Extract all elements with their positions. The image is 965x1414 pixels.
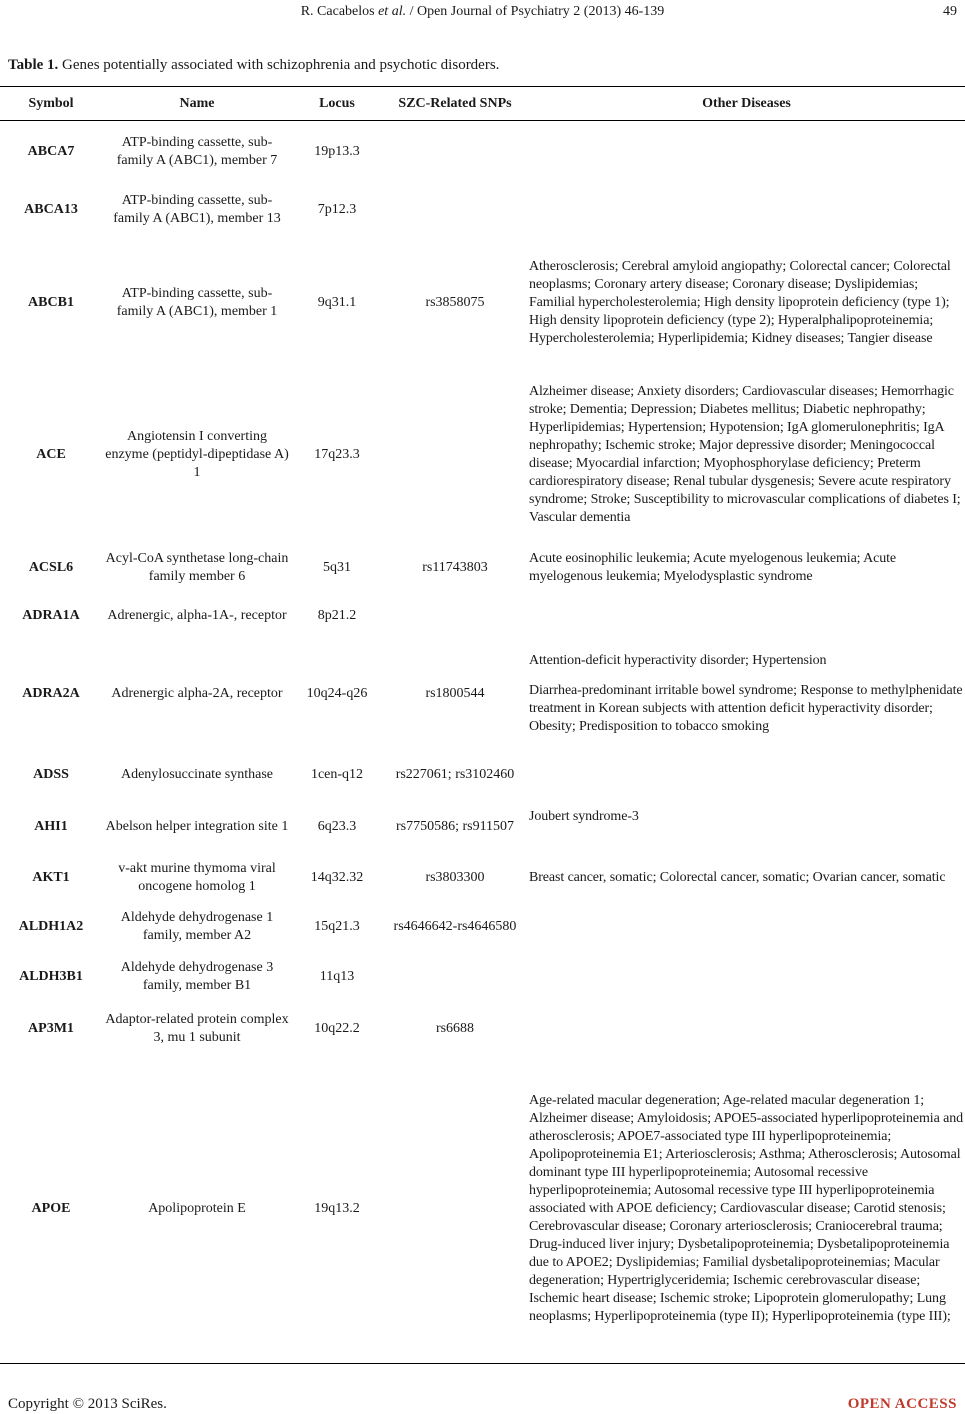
running-header: [0, 0, 965, 22]
header-etal: et al.: [378, 4, 407, 19]
cell-snps: [382, 1056, 528, 1364]
cell-other-diseases: [528, 594, 965, 638]
cell-other-diseases: Breast cancer, somatic; Colorectal cancer, somatic; Ovarian cancer, somatic: [529, 869, 946, 885]
cell-name: Adrenergic, alpha-1A-, receptor: [107, 607, 287, 623]
col-header-symbol: Symbol: [0, 87, 102, 121]
cell-symbol: ACE: [36, 446, 66, 462]
cell-other-diseases: [528, 121, 965, 183]
cell-snps: rs4646642-rs4646580: [393, 918, 517, 934]
cell-other-diseases: Atherosclerosis; Cerebral amyloid angiopathy; Colorectal cancer; Colorectal neoplasms; Coronary artery disease; Coronary disease; Dyslipidemias; Familial hypercholesterolemia; High density lipoprotein deficiency (type 1); High density lipoprotein deficiency (type 2); Hyperalphalipoproteinemia; Hypercholesterolemia; Hyperlipidemia; Kidney diseases; Tangier disease: [529, 258, 951, 346]
cell-locus: 19q13.2: [292, 1056, 382, 1364]
cell-symbol: ADSS: [33, 766, 69, 782]
cell-locus: 10q24-q26: [306, 685, 368, 701]
cell-locus: 9q31.1: [317, 294, 357, 310]
cell-symbol: ABCA13: [24, 202, 78, 217]
cell-other-diseases: [528, 638, 965, 750]
table-row: [0, 902, 965, 952]
cell-snps: [382, 183, 528, 238]
cell-name: Adrenergic alpha-2A, receptor: [111, 685, 283, 701]
running-title: [0, 4, 965, 20]
cell-name: v-akt murine thymoma viral oncogene homolog 1: [118, 860, 276, 894]
cell-other-diseases: [528, 183, 965, 238]
table-row: [0, 1056, 965, 1364]
cell-snps: rs6688: [435, 1020, 475, 1036]
cell-name: ATP-binding cassette, sub-family A (ABC1), member 7: [116, 134, 278, 168]
cell-snps: rs227061; rs3102460: [395, 766, 515, 782]
cell-name: Angiotensin I converting enzyme (peptidyl-dipeptidase A) 1: [105, 428, 289, 480]
table-row: [0, 542, 965, 594]
table-row: [0, 368, 965, 542]
cell-symbol: ADRA1A: [22, 607, 80, 623]
cell-snps: rs3803300: [425, 869, 485, 885]
col-header-snps: SZC-Related SNPs: [382, 87, 528, 121]
cell-symbol: AHI1: [34, 818, 68, 834]
cell-symbol: AP3M1: [28, 1020, 74, 1036]
cell-symbol: ACSL6: [28, 559, 74, 575]
cell-name: Abelson helper integration site 1: [105, 818, 289, 834]
table-row: [0, 638, 965, 750]
table-row: [0, 121, 965, 183]
cell-locus: 19p13.3: [314, 143, 360, 159]
cell-name: Aldehyde dehydrogenase 3 family, member B1: [120, 959, 274, 993]
cell-snps: rs3858075: [425, 294, 485, 310]
cell-snps: rs1800544: [425, 685, 485, 701]
cell-snps: [382, 121, 528, 183]
cell-locus: 11q13: [319, 968, 355, 984]
cell-name: Aldehyde dehydrogenase 1 family, member A2: [120, 909, 274, 943]
cell-other-diseases: [528, 902, 965, 952]
cell-symbol: ABCA7: [27, 143, 75, 159]
cell-other-diseases: [528, 1002, 965, 1056]
table-row: [0, 952, 965, 1002]
caption-label: Table 1.: [8, 57, 59, 73]
col-header-locus: Locus: [292, 87, 382, 121]
table-row: [0, 1002, 965, 1056]
cell-locus: 15q21.3: [314, 918, 360, 934]
other-diseases-line-b: Diarrhea-predominant irritable bowel syndrome; Response to methylphenidate treatment in Korean subjects with attention deficit hyperactivity disorder; Obesity; Predisposition to tobacco smoking: [529, 682, 963, 734]
cell-other-diseases: [528, 952, 965, 1002]
cell-snps: [382, 952, 528, 1002]
page-number: 49: [943, 4, 957, 19]
caption-text: Genes potentially associated with schizophrenia and psychotic disorders.: [58, 57, 500, 73]
cell-symbol: ALDH1A2: [18, 918, 84, 934]
cell-locus: 17q23.3: [314, 446, 360, 462]
cell-symbol: APOE: [0, 1056, 102, 1364]
cell-symbol: ADRA2A: [22, 685, 80, 701]
cell-snps: [382, 368, 528, 542]
table-row: [0, 594, 965, 638]
cell-other-diseases: [528, 750, 965, 800]
cell-name: ATP-binding cassette, sub-family A (ABC1), member 13: [113, 193, 281, 226]
other-diseases-line-a: Attention-deficit hyperactivity disorder; Hypertension: [529, 652, 827, 668]
cell-symbol: AKT1: [32, 869, 70, 885]
cell-name: Apolipoprotein E: [102, 1056, 292, 1364]
table-row: [0, 854, 965, 902]
header-journal: / Open Journal of Psychiatry 2 (2013) 46-139: [406, 4, 665, 19]
cell-name: Adenylosuccinate synthase: [120, 766, 273, 782]
cell-locus: 7p12.3: [317, 202, 357, 217]
cell-name: Adaptor-related protein complex 3, mu 1 subunit: [105, 1011, 289, 1045]
cell-snps: [382, 594, 528, 638]
open-access-label: OPEN ACCESS: [847, 1396, 957, 1412]
cell-name: ATP-binding cassette, sub-family A (ABC1), member 1: [116, 285, 278, 319]
copyright-notice: Copyright © 2013 SciRes.: [8, 1396, 167, 1412]
genes-table: [0, 86, 965, 1364]
cell-name: Acyl-CoA synthetase long-chain family member 6: [105, 550, 289, 584]
table-row: [0, 750, 965, 800]
cell-other-diseases: Alzheimer disease; Anxiety disorders; Cardiovascular diseases; Hemorrhagic stroke; Dementia; Depression; Diabetes mellitus; Diabetic nephropathy; Hyperlipidemias; Hypertension; Hypotension; IgA glomerulonephritis; IgA nephropathy; Ischemic stroke; Major depressive disorder; Meningococcal disease; Myocardial infarction; Myophosphorylase deficiency; Preterm cardiorespiratory disease; Renal tubular dysgenesis; Severe acute respiratory syndrome; Stroke; Susceptibility to microvascular complications of diabetes I; Vascular dementia: [529, 383, 961, 525]
cell-other-diseases: Acute eosinophilic leukemia; Acute myelogenous leukemia; Acute myelogenous leukemia; Myelodysplastic syndrome: [529, 550, 897, 584]
table-row: [0, 183, 965, 238]
header-author: R. Cacabelos: [300, 4, 375, 19]
cell-locus: 14q32.32: [310, 869, 364, 885]
cell-symbol: ALDH3B1: [19, 968, 83, 984]
cell-other-diseases: Joubert syndrome-3: [529, 808, 639, 824]
table-caption: [8, 57, 499, 74]
col-header-name: Name: [102, 87, 292, 121]
cell-locus: 8p21.2: [317, 607, 357, 623]
cell-locus: 10q22.2: [314, 1020, 360, 1036]
table-row: [0, 238, 965, 368]
cell-locus: 6q23.3: [317, 818, 357, 834]
col-header-other-diseases: Other Diseases: [528, 87, 965, 121]
cell-locus: 1cen-q12: [310, 766, 364, 782]
cell-snps: rs7750586; rs911507: [395, 818, 515, 834]
table-row: [0, 800, 965, 854]
cell-locus: 5q31: [323, 559, 351, 575]
cell-symbol: ABCB1: [28, 294, 74, 310]
cell-other-diseases: Age-related macular degeneration; Age-related macular degeneration 1; Alzheimer disease; Amyloidosis; APOE5-associated hyperlipoproteinemia and atherosclerosis; APOE7-associated type III hyperlipoproteinemia; Apolipoproteinemia E1; Arteriosclerosis; Asthma; Atherosclerosis; Autosomal dominant type III hyperlipoproteinemia; Autosomal recessive hyperlipoproteinemia; Autosomal recessive type III hyperlipoproteinemia associated with APOE deficiency; Cardiovascular disease; Carotid stenosis; Cerebrovascular disease; Coronary arteriosclerosis; Craniocerebral trauma; Drug-induced liver injury; Dysbetalipoproteinemia; Dysbetalipoproteinemia due to APOE2; Dyslipidemias; Familial dysbetalipoproteinemias; Macular degeneration; Hypertriglyceridemia; Ischemic cerebrovascular disease; Ischemic heart disease; Ischemic stroke; Lipoprotein glomerulopathy; Lung neoplasms; Hyperlipoproteinemia (type II); Hyperlipoproteinemia (type III);: [528, 1056, 965, 1364]
cell-snps: rs11743803: [422, 559, 488, 575]
table-header-row: [0, 87, 965, 121]
